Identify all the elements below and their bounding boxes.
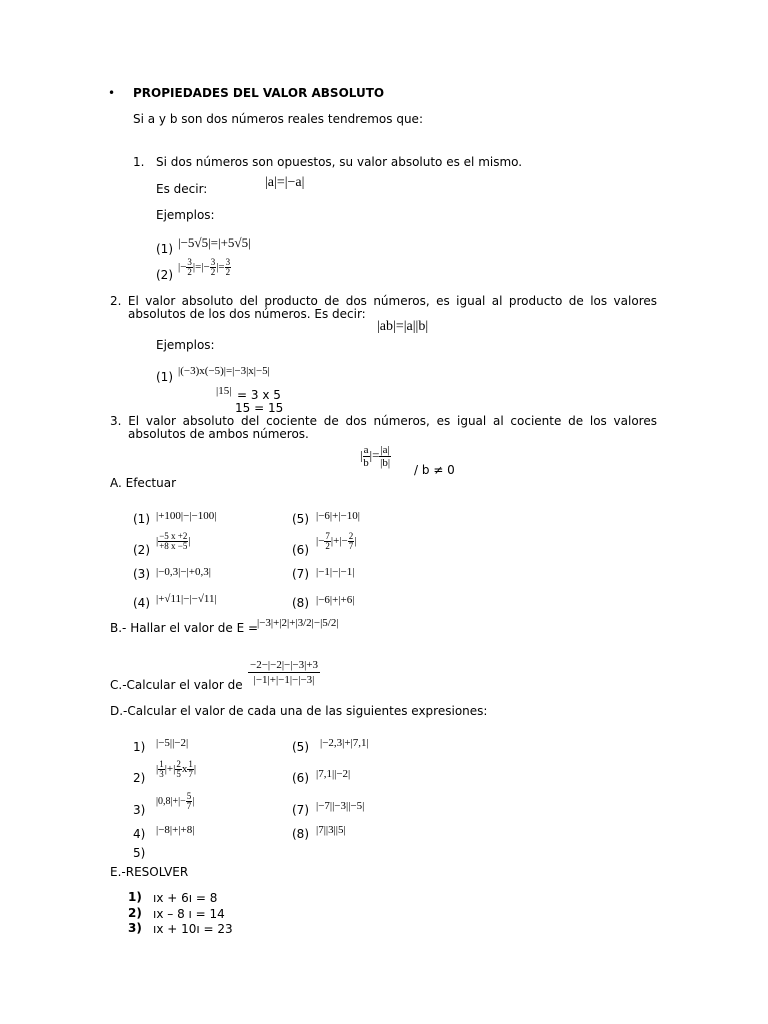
prop1-ex1-label: (1) [156, 242, 173, 256]
a-item-expression: |−6|+|−10| [316, 510, 360, 522]
section-a-label: A. Efectuar [110, 476, 177, 490]
e-item-number: 3) [128, 921, 142, 935]
d-item-number: (8) [292, 827, 309, 841]
section-c-fraction [248, 658, 320, 687]
e-item-equation: ıx + 6ı = 8 [153, 891, 218, 905]
d-item-number: 2) [133, 771, 146, 785]
prop1-formula: |a|=|−a| [265, 175, 305, 190]
d-item-expression: |7,1||−2| [316, 768, 351, 780]
a-item-number: (7) [292, 567, 309, 581]
a-item-number: (3) [133, 567, 150, 581]
prop2-line2: absolutos de los dos números. Es decir: [128, 307, 366, 321]
section-c-text: C.-Calcular el valor de [110, 678, 243, 692]
a-item-number: (2) [133, 543, 150, 557]
a-item-expression: |+√11|−|−√11| [156, 593, 217, 605]
d-item-number: (5) [292, 740, 309, 754]
a-item-number: (6) [292, 543, 309, 557]
a-item-expression: |−6|+|+6| [316, 594, 355, 606]
d-item-number: 1) [133, 740, 146, 754]
a-item-number: (8) [292, 596, 309, 610]
e-item-equation: ıx – 8 ı = 14 [153, 907, 225, 921]
prop1-es-decir: Es decir: [156, 182, 208, 196]
a-item-expression: |−0,3|−|+0,3| [156, 566, 211, 578]
section-d-text: D.-Calcular el valor de cada una de las siguientes expresiones: [110, 704, 488, 718]
d-item-expression: |−8|+|+8| [156, 824, 195, 836]
prop2-ex1: |(−3)x(−5)|=|−3|x|−5| [178, 365, 270, 377]
prop1-ex2-label: (2) [156, 268, 173, 282]
d-item-expression: |−2,3|+|7,1| [320, 737, 369, 749]
d-item-expression: |7||3||5| [316, 824, 346, 836]
prop1-ex1: |−5√5|=|+5√5| [178, 235, 251, 250]
d-item-number: 3) [133, 803, 146, 817]
a-item-expression: |−1|−|−1| [316, 566, 355, 578]
e-item-number: 2) [128, 906, 142, 920]
e-item-number: 1) [128, 890, 142, 904]
prop1-text: Si dos números son opuestos, su valor absoluto es el mismo. [156, 155, 523, 169]
section-b-text: B.- Hallar el valor de E = [110, 621, 259, 635]
intro-text: Si a y b son dos números reales tendremos que: [133, 112, 423, 126]
d-item-expression: |0,8|+|− $\frac{5}{7}$ | [156, 791, 195, 811]
d-item-expression: |−7||−3||−5| [316, 800, 365, 812]
a-item-number: (1) [133, 512, 150, 526]
d-item-number: (6) [292, 771, 309, 785]
d-item-number: 4) [133, 827, 146, 841]
section-e-text: E.-RESOLVER [110, 865, 189, 879]
d-item-expression: |−5||−2| [156, 737, 189, 749]
a-item-expression: |− $\frac{7}{2}$ |+|− $\frac{2}{7}$ | [316, 531, 357, 551]
prop3-line2: absolutos de ambos números. [128, 427, 309, 441]
prop2-ejemplos: Ejemplos: [156, 338, 215, 352]
e-item-equation: ıx + 10ı = 23 [153, 922, 233, 936]
section-b-expression: |−3|+|2|+|3/2|−|5/2| [257, 617, 339, 629]
a-item-expression: |+100|−|−100| [156, 510, 217, 522]
a-item-number: (5) [292, 512, 309, 526]
d-item-expression: | $\frac{1}{3}$ |+| $\frac{2}{5}$ x $\frac{1}{7}$ | [156, 759, 197, 779]
prop1-ejemplos: Ejemplos: [156, 208, 215, 222]
section-c-denominator: |−1|+|−1|−|−3| [253, 674, 315, 686]
prop2-ex1-product: = 3 x 5 [237, 388, 281, 402]
a-item-number: (4) [133, 596, 150, 610]
d-item-number: 5) [133, 846, 146, 860]
bullet: • [108, 86, 116, 100]
d-item-number: (7) [292, 803, 309, 817]
prop1-ex2: |− $\frac{3}{2}$ |=|− $\frac{3}{2}$ |= $\frac{3}{2}$ [178, 257, 231, 277]
prop1-number: 1. [133, 155, 145, 169]
prop2-ex1-label: (1) [156, 370, 173, 384]
prop2-ex1-abs: |15| [216, 385, 232, 397]
prop2-formula: |ab|=|a||b| [377, 319, 429, 334]
prop2-ex1-result: 15 = 15 [235, 401, 284, 415]
page-title: PROPIEDADES DEL VALOR ABSOLUTO [133, 86, 385, 100]
prop3-formula: | $\frac{a}{b}$ |= $\frac{|a|}{|b|}$ [360, 444, 391, 469]
prop3-line1: 3. El valor absoluto del cociente de dos números, es igual al cociente de los valores [110, 414, 657, 428]
prop3-condition: / b ≠ 0 [414, 463, 455, 477]
section-c-numerator: −2−|−2|−|−3|+3 [250, 659, 319, 671]
prop2-line1: 2. El valor absoluto del producto de dos números, es igual al producto de los valores [110, 294, 657, 308]
a-item-expression: | $\frac{-5 x +2}{+8 x -5}$ | [156, 531, 191, 551]
